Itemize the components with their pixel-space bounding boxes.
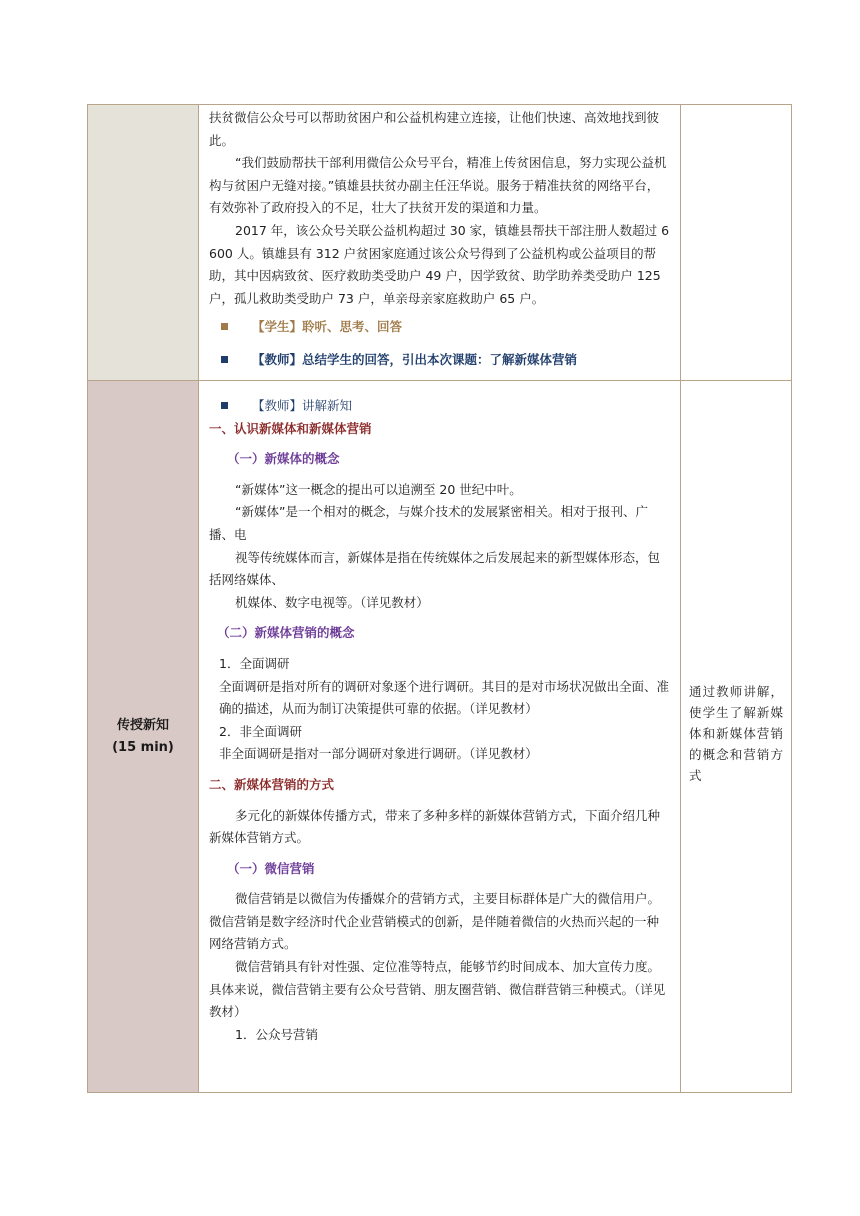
paragraph: 全面调研是指对所有的调研对象逐个进行调研。其目的是对市场状况做出全面、准确的描述，从而为制订决策提供可靠的依据。（详见教材） — [219, 678, 670, 717]
paragraph: 1．公众号营销 — [235, 1026, 318, 1042]
subsection-heading: （二）新媒体营销的概念 — [217, 625, 355, 641]
paragraph: 2017 年，该公众号关联公益机构超过 30 家，镇雄县帮扶干部注册人数超过 6 600 人。镇雄县有 312 户贫困家庭通过该公众号得到了公益机构或公益项目的帮助，其中因病致贫、医疗救助类受助户 49 户，因学致贫、助学助养类受助户 125 户，孤儿救助类受助户 73 户，单亲母亲家庭救助户 65 户。 — [209, 222, 670, 306]
paragraph: “我们鼓励帮扶干部利用微信公众号平台，精准上传贫困信息，努力实现公益机构与贫困户无缝对接。”镇雄县扶贫办副主任汪华说。服务于精准扶贫的网络平台，有效弥补了政府投入的不足，壮大了扶贫开发的渠道和力量。 — [209, 155, 667, 216]
paragraph: 非全面调研是指对一部分调研对象进行调研。（详见教材） — [219, 746, 538, 762]
subsection-heading: （一）微信营销 — [227, 860, 315, 876]
stage-cell — [88, 105, 199, 381]
paragraph: 2．非全面调研 — [219, 723, 302, 739]
section-heading: 二、新媒体营销的方式 — [209, 776, 335, 792]
paragraph: 扶贫微信公众号可以帮助贫困户和公益机构建立连接，让他们快速、高效地找到彼此。 — [209, 110, 660, 148]
stage-cell — [88, 381, 199, 1093]
subsection-heading: （一）新媒体的概念 — [227, 451, 340, 467]
table-row — [88, 105, 792, 381]
bullet-teacher: 【教师】讲解新知 — [209, 395, 670, 418]
bullet-teacher: 【教师】总结学生的回答，引出本次课题：了解新媒体营销 — [209, 349, 670, 372]
paragraph: 1．全面调研 — [219, 655, 290, 671]
square-bullet-icon — [221, 323, 228, 330]
paragraph: 微信营销是以微信为传播媒介的营销方式，主要目标群体是广大的微信用户。微信营销是数字经济时代企业营销模式的创新，是伴随着微信的火热而兴起的一种网络营销方式。 — [209, 891, 661, 952]
paragraph: 视等传统媒体而言，新媒体是指在传统媒体之后发展起来的新型媒体形态，包括网络媒体、 — [209, 549, 661, 588]
table-row — [88, 381, 792, 1093]
stage-label: 传授新知 (15 min) — [112, 717, 174, 755]
square-bullet-icon — [221, 402, 228, 409]
paragraph: “新媒体”是一个相对的概念，与媒介技术的发展紧密相关。相对于报刊、广播、电 — [209, 504, 648, 542]
square-bullet-icon — [221, 356, 228, 363]
note-cell — [681, 381, 792, 1093]
section-heading: 一、认识新媒体和新媒体营销 — [209, 420, 372, 436]
paragraph: 机媒体、数字电视等。（详见教材） — [235, 594, 429, 610]
content-cell — [199, 381, 681, 1093]
bullet-student: 【学生】聆听、思考、回答 — [209, 316, 670, 339]
paragraph: “新媒体”这一概念的提出可以追溯至 20 世纪中叶。 — [235, 481, 522, 497]
content-cell — [199, 105, 681, 381]
lesson-plan-table — [87, 104, 792, 1093]
teaching-note: 通过教师讲解，使学生了解新媒体和新媒体营销的概念和营销方式 — [689, 684, 783, 783]
paragraph: 多元化的新媒体传播方式，带来了多种多样的新媒体营销方式，下面介绍几种新媒体营销方式。 — [209, 807, 661, 846]
note-cell — [681, 105, 792, 381]
paragraph: 微信营销具有针对性强、定位准等特点，能够节约时间成本、加大宣传力度。具体来说，微信营销主要有公众号营销、朋友圈营销、微信群营销三种模式。（详见教材） — [209, 959, 666, 1020]
